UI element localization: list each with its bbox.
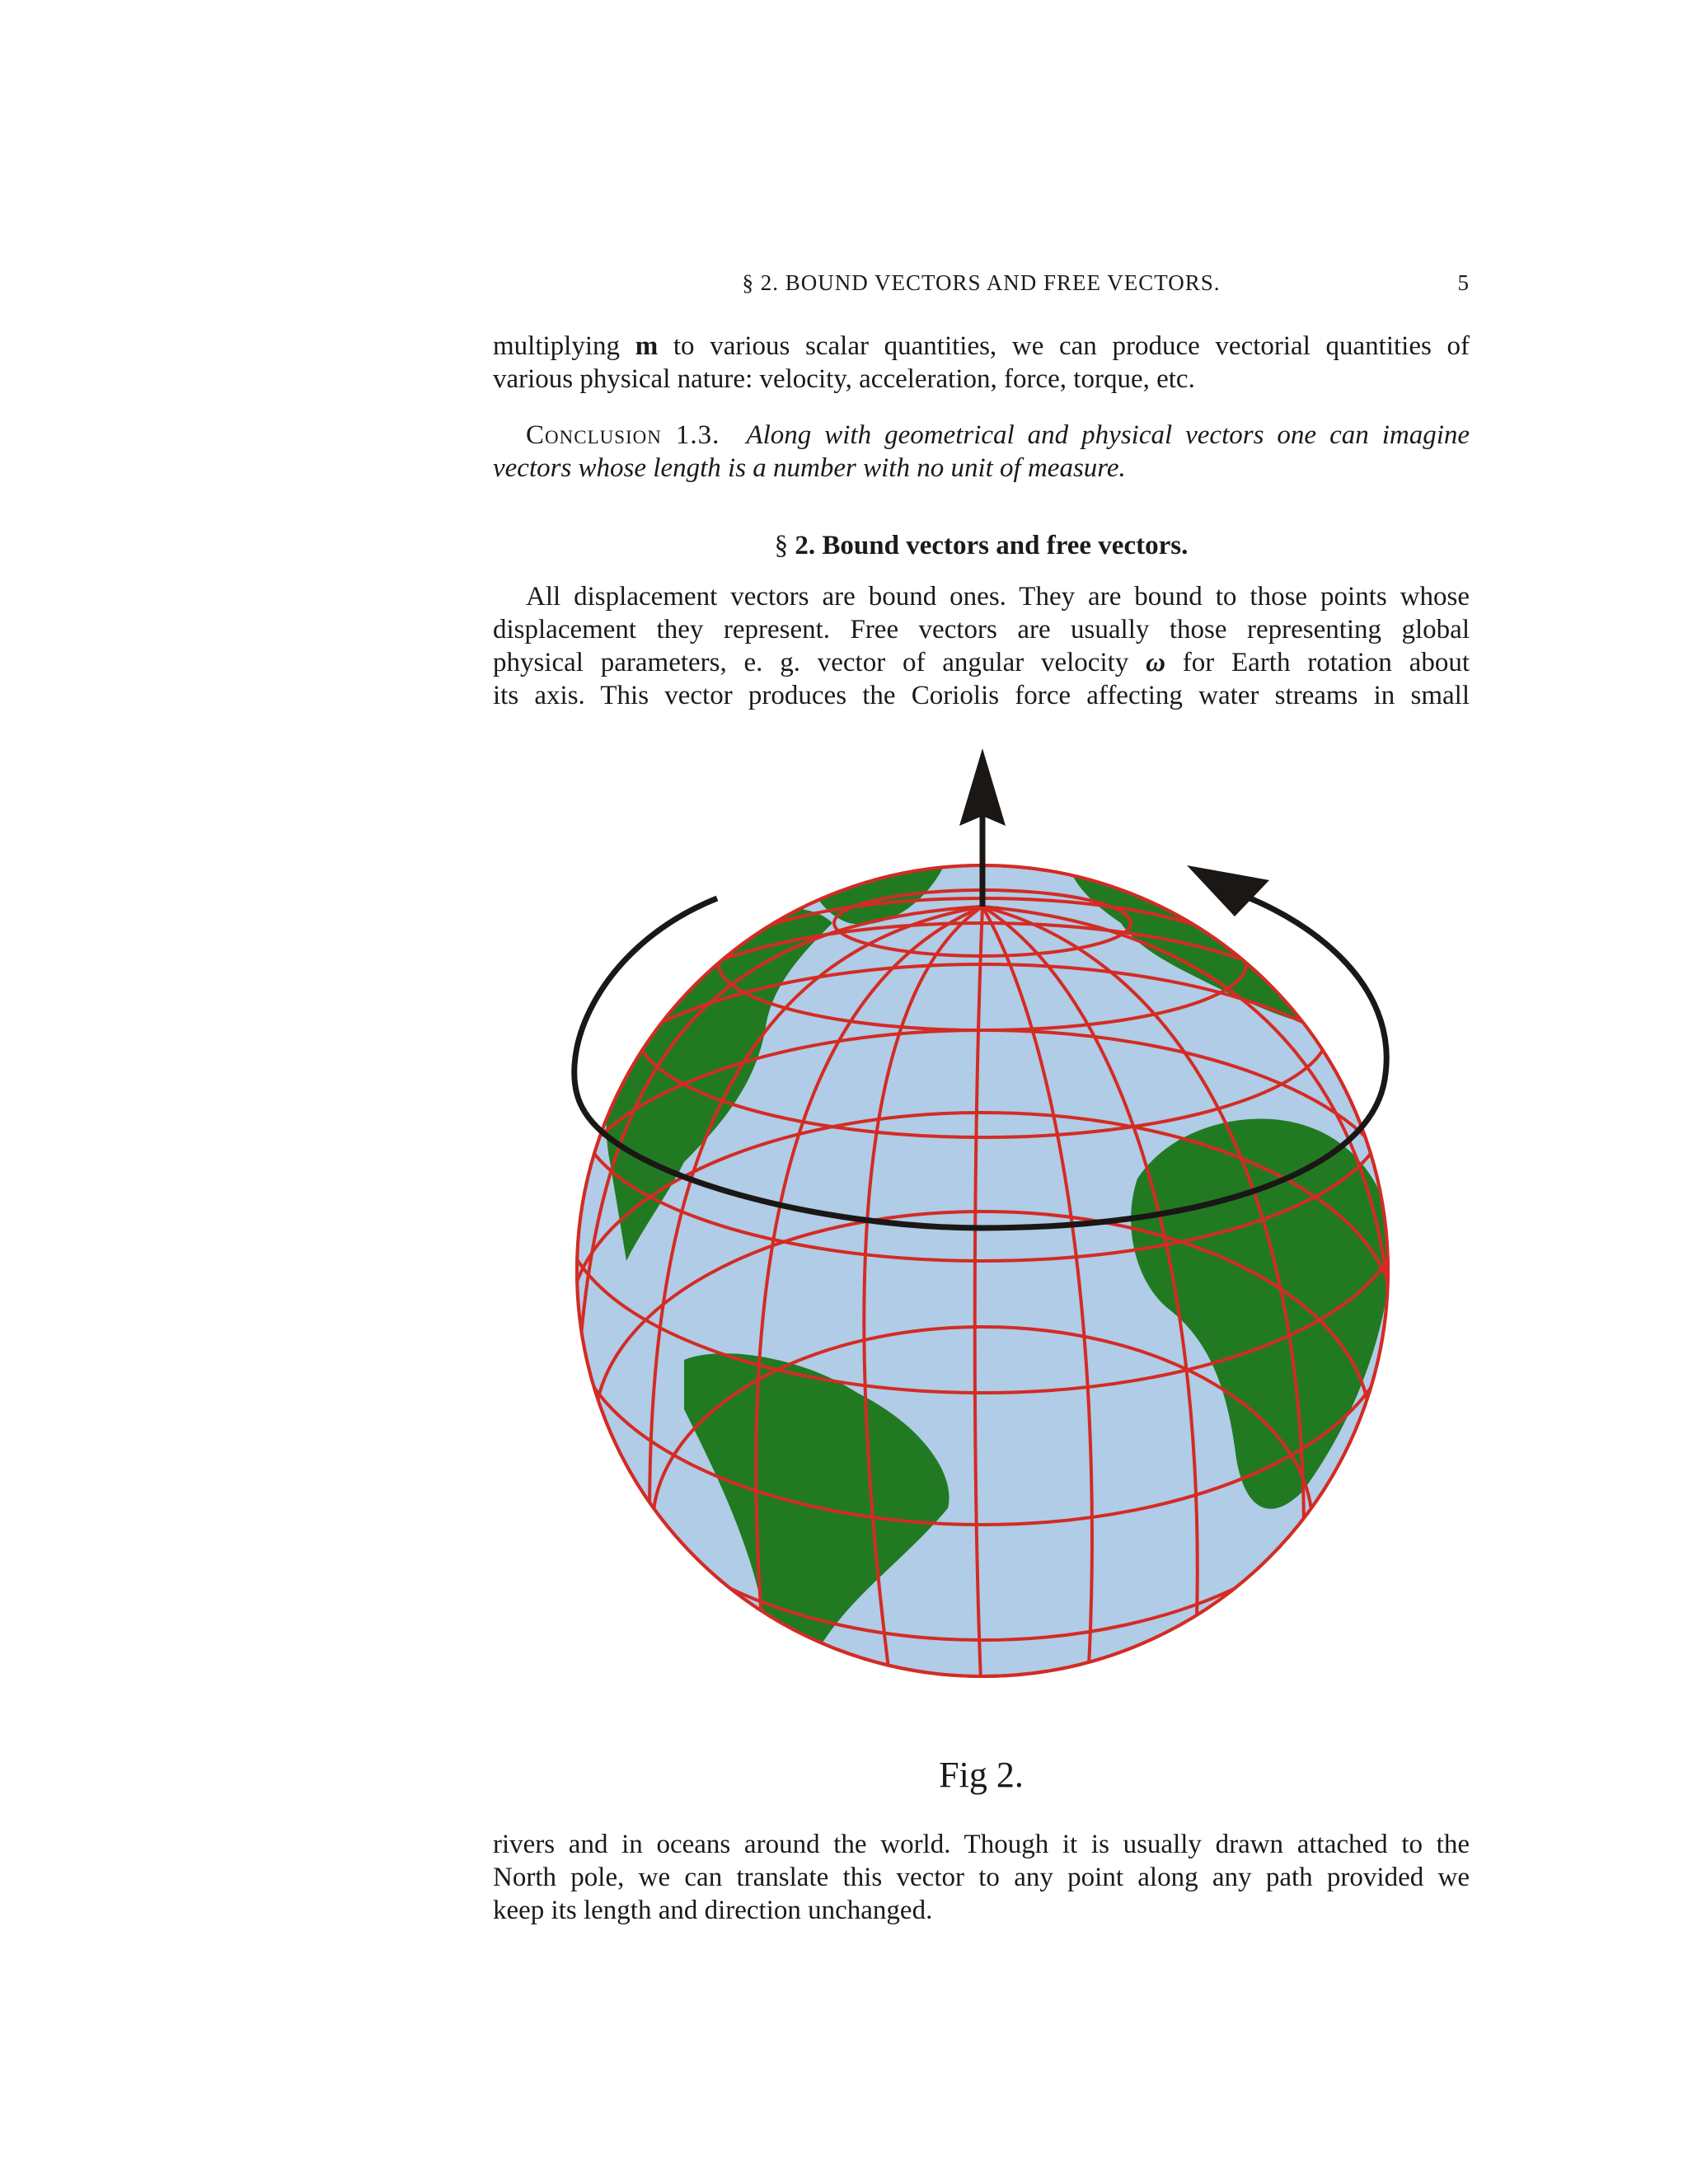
text-line: various physical nature: velocity, acceleration, force, torque, etc. [493,364,1195,394]
running-header [493,270,1470,303]
globe [562,842,1403,1690]
rotation-arrow-head [1187,865,1269,916]
page-number: 5 [1457,270,1470,295]
text-line: North pole, we can translate this vector to any point along any path provided we [493,1863,1470,1892]
text-line: All displacement vectors are bound ones. They are bound to those points whose [526,582,1470,612]
conclusion-text: Along with geometrical and physical vectors one can imagine [746,420,1470,450]
text-line [493,330,1470,363]
section-heading [493,529,1470,562]
section-symbol: § [774,531,789,560]
text-line: its axis. This vector produces the Coriolis force affecting water streams in small [493,681,1470,710]
text-span: to various scalar quantities, we can produce vectorial quantities of [658,331,1470,361]
section-title: 2. Bound vectors and free vectors. [795,531,1189,560]
angular-velocity-arrowhead [959,748,1006,826]
conclusion-block [493,419,1470,485]
text-line: keep its length and direction unchanged. [493,1896,933,1925]
conclusion-label: Conclusion 1.3. [526,420,720,450]
omega-symbol: ω [1146,648,1165,677]
figure-caption: Fig 2. [939,1755,1024,1795]
text-line: displacement they represent. Free vectors are usually those representing global [493,615,1470,644]
text-span: for Earth rotation about [1165,648,1470,677]
text-line [493,646,1470,679]
paragraph-translation [493,1828,1470,1927]
paragraph-bound-vectors [493,580,1470,712]
paragraph-intro [493,330,1470,396]
text-span: multiplying [493,331,635,361]
earth-rotation-figure [560,733,1418,1690]
text-line: vectors whose length is a number with no unit of measure. [493,453,1126,483]
text-line: rivers and in oceans around the world. Though it is usually drawn attached to the [493,1830,1470,1859]
text-line [493,419,1470,452]
running-title: § 2. BOUND VECTORS AND FREE VECTORS. [742,270,1221,295]
text-span: physical parameters, e. g. vector of angular velocity [493,648,1146,677]
bold-symbol: m [635,331,659,361]
